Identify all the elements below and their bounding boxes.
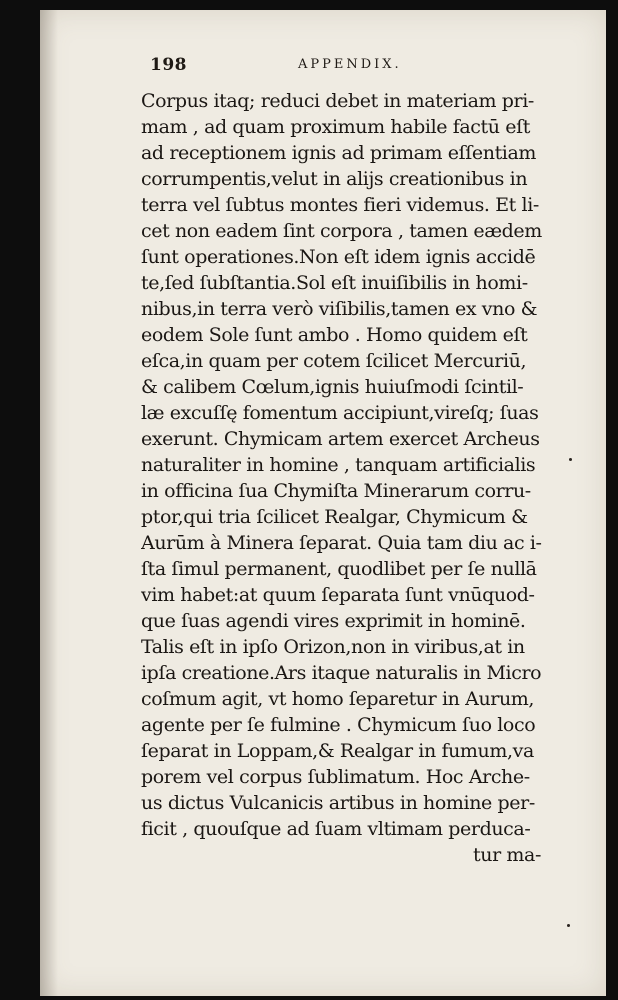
- text-line: naturaliter in homine , tanquam artificialis: [141, 454, 536, 476]
- body-text: [141, 88, 587, 868]
- text-line: læ excuſſę fomentum accipiunt,vireſq; ſuas: [141, 402, 539, 424]
- text-line: Aurūm à Minera ſeparat. Quia tam diu ac i-: [141, 532, 542, 554]
- page-gutter-shadow: [40, 10, 58, 996]
- text-line: exerunt. Chymicam artem exercet Archeus: [141, 428, 540, 450]
- text-line: eodem Sole ſunt ambo . Homo quidem eſt: [141, 324, 528, 346]
- text-line: agente per ſe fulmine . Chymicum ſuo loco: [141, 714, 536, 736]
- text-line: ſeparat in Loppam,& Realgar in fumum,va: [141, 740, 534, 762]
- page-number: 198: [150, 55, 187, 75]
- text-line: nibus,in terra verò viſibilis,tamen ex vno &: [141, 298, 538, 320]
- page-header: [110, 53, 510, 79]
- catchword: tur ma-: [473, 844, 541, 866]
- text-line: coſmum agit, vt homo ſeparetur in Aurum,: [141, 688, 535, 710]
- text-line: ipſa creatione.Ars itaque naturalis in Micro: [141, 662, 542, 684]
- text-line: us dictus Vulcanicis artibus in homine per-: [141, 792, 535, 814]
- text-line: cet non eadem ſint corpora , tamen eædem: [141, 220, 542, 242]
- text-line: corrumpentis,velut in alijs creationibus in: [141, 168, 528, 190]
- text-line: Corpus itaq; reduci debet in materiam pri-: [141, 90, 534, 112]
- text-line: que ſuas agendi vires exprimit in hominē.: [141, 610, 526, 632]
- text-line: eſca,in quam per cotem ſcilicet Mercuriū,: [141, 350, 527, 372]
- text-line: ad receptionem ignis ad primam eſſentiam: [141, 142, 537, 164]
- text-line: ptor,qui tria ſcilicet Realgar, Chymicum &: [141, 506, 528, 528]
- ink-speck: [567, 924, 570, 927]
- text-line: ſunt operationes.Non eſt idem ignis accidē: [141, 246, 536, 268]
- text-line: vim habet:at quum ſeparata ſunt vnūquod-: [141, 584, 535, 606]
- text-line: porem vel corpus ſublimatum. Hoc Arche-: [141, 766, 530, 788]
- text-line: ficit , quouſque ad ſuam vltimam perduca-: [141, 818, 531, 840]
- text-line: mam , ad quam proximum habile factū eſt: [141, 116, 530, 138]
- text-line: & calibem Cœlum,ignis huiuſmodi ſcintil-: [141, 376, 524, 398]
- text-line: te,ſed ſubſtantia.Sol eſt inuiſibilis in homi-: [141, 272, 528, 294]
- text-line: in officina ſua Chymiſta Minerarum corru-: [141, 480, 531, 502]
- text-line: Talis eſt in ipſo Orizon,non in viribus,at in: [141, 636, 525, 658]
- ink-speck: [569, 458, 572, 461]
- text-line: terra vel ſubtus montes fieri videmus. Et li-: [141, 194, 539, 216]
- text-line: ſta ſimul permanent, quodlibet per ſe nullā: [141, 558, 537, 580]
- running-head: APPENDIX.: [298, 57, 402, 72]
